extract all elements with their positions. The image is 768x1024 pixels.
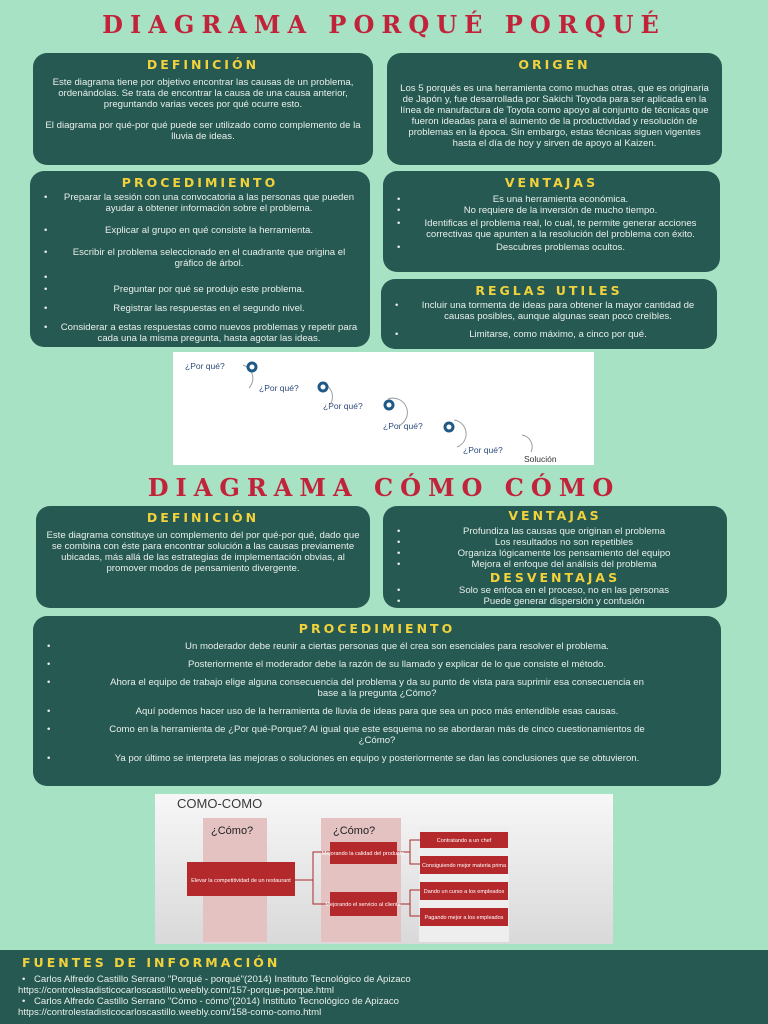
source-item: • Carlos Alfredo Castillo Serrano "Cómo - cómo"(2014) Instituto Tecnológico de Apizaco [12,996,756,1007]
list-item: • Escribir el problema seleccionado en el cuadrante que origina el gráfico de árbol. [40,247,360,269]
procedimiento-porque-card [30,171,370,347]
como-question-2: ¿Cómo? [333,825,376,837]
definicion-porque-text-2: El diagrama por qué-por qué puede ser utilizado como complemento de la lluvia de ideas. [45,120,361,142]
definicion-como-card [36,506,370,608]
ventajas-porque-heading: VENTAJAS [504,175,599,190]
list-item: • Identificas el problema real, lo cual, te permite generar acciones correctivas que apunten a la resolución del problema con éxito. [393,218,710,240]
ventajas-porque-card [383,171,720,272]
list-item: • Como en la herramienta de ¿Por qué-Porque? Al igual que este esquema no se abordaran más de cinco cuestionamientos de ¿Cómo? [43,724,711,746]
como-mid-label-1: Mejorando la calidad del producto [321,851,405,857]
porque-arc-5 [522,435,532,452]
ventajas-como-heading: VENTAJAS [508,508,602,523]
list-item: • Explicar al grupo en qué consiste la herramienta. [40,225,360,236]
list-item: • Incluir una tormenta de ideas para obtener la mayor cantidad de causas posibles, aunque algunas sean poco creíbles. [391,300,707,322]
list-item: • Registrar las respuestas en el segundo nivel. [40,303,360,314]
page-title-como: DIAGRAMA CÓMO CÓMO [147,473,621,502]
list-item: • Un moderador debe reunir a ciertas personas que él crea son esenciales para resolver el problema. [43,641,711,652]
procedimiento-como-card [33,616,721,786]
porque-question-2: ¿Por qué? [259,383,299,393]
como-leaf-label-1: Contratando a un chef [436,838,492,844]
solucion-label: Solución [524,454,557,464]
como-diagram-svg [155,794,613,944]
como-mid-label-2: Mejorando el servicio al cliente [325,902,401,908]
porque-node-1 [248,363,256,371]
como-connector-6 [410,904,420,916]
list-item: • Considerar a estas respuestas como nuevos problemas y repetir para cada una la misma pregunta, hasta agotar las ideas. [40,322,360,344]
origen-heading: ORIGEN [518,57,591,72]
fuentes-heading: FUENTES DE INFORMACIÓN [22,955,281,970]
como-leaf-label-3: Dando un curso a los empleados [423,889,505,895]
definicion-como-text: Este diagrama constituye un complemento del por qué-por qué, dado que se combina con éste para encontrar solución a las causas previamente ubicadas, más allá de las estrategias de implementación obvias, al promover modos de pensamiento divergente. [46,530,360,574]
porque-node-4 [445,423,453,431]
list-item: • No requiere de la inversión de mucho tiempo. [393,205,710,216]
list-item: • Ahora el equipo de trabajo elige alguna consecuencia del problema y da su punto de vista para suprimir esa consecuencia en base a la pregunta ¿Cómo? [43,677,711,699]
fuentes-list [12,974,756,985]
list-item [40,272,360,281]
desventajas-heading: DESVENTAJAS [489,570,621,585]
fuentes-list-2 [12,996,756,1007]
ventajas-porque-list [393,194,710,253]
list-item: • Los resultados no son repetibles [393,537,717,548]
porque-arc-4 [454,420,466,447]
como-leaf-label-2: Consiguiendo mejor materia prima [421,863,507,869]
procedimiento-porque-list [40,192,360,344]
reglas-utiles-list [391,300,707,340]
reglas-utiles-card [381,279,717,349]
porque-question-5: ¿Por qué? [463,445,503,455]
origen-card [387,53,722,165]
list-item: • Puede generar dispersión y confusión [393,596,717,607]
list-item: • Solo se enfoca en el proceso, no en las personas [393,585,717,596]
porque-diagram-figure [173,352,594,465]
procedimiento-porque-heading: PROCEDIMIENTO [121,175,279,190]
source-url[interactable]: https://controlestadisticocarloscastillo.weebly.com/158-como-como.html [18,1007,322,1018]
porque-node-2 [319,383,327,391]
desventajas-list [393,585,717,607]
como-diagram-figure [155,794,613,944]
como-figure-title: COMO-COMO [177,796,263,811]
ventajas-como-list [393,526,717,570]
porque-question-4: ¿Por qué? [383,421,423,431]
fuentes-footer [0,950,768,1024]
source-item: • Carlos Alfredo Castillo Serrano "Porqué - porqué"(2014) Instituto Tecnológico de Apizaco [12,974,756,985]
definicion-como-heading: DEFINICIÓN [146,510,260,525]
porque-diagram-svg [173,352,594,465]
como-question-1: ¿Cómo? [211,825,254,837]
list-item: • Descubres problemas ocultos. [393,242,710,253]
list-item: • Ya por último se interpreta las mejoras o soluciones en equipo y posteriormente se dan las conclusiones que se obtuvieron. [43,753,711,764]
procedimiento-como-heading: PROCEDIMIENTO [298,621,456,636]
como-root-label: Elevar la competitividad de un restaurant [191,878,291,884]
page-title-porque: DIAGRAMA PORQUÉ PORQUÉ [102,10,666,39]
list-item: • Aquí podemos hacer uso de la herramienta de lluvia de ideas para que sea un poco más entendible esas causas. [43,706,711,717]
list-item: • Preparar la sesión con una convocatoria a las personas que pueden ayudar a obtener información sobre el problema. [40,192,360,214]
porque-node-3 [385,401,393,409]
list-item: • Mejora el enfoque del análisis del problema [393,559,717,570]
definicion-porque-card [33,53,373,165]
ventajas-como-card [383,506,727,608]
procedimiento-como-list [43,641,711,764]
como-leaf-label-4: Pagando mejor a los empleados [424,915,504,921]
porque-question-1: ¿Por qué? [185,361,225,371]
list-item: • Limitarse, como máximo, a cinco por qué. [391,329,707,340]
list-item: • Posteriormente el moderador debe la razón de su llamado y explicar de lo que consiste el método. [43,659,711,670]
origen-text: Los 5 porqués es una herramienta como muchas otras, que es originaria de Japón y, fue desarrollada por Sakichi Toyoda para ser aplicada en la línea de manufactura de Toyota como apoyo al conjunto de técnicas que fueron ideadas para el aumento de la productividad y resolución de problemas en la época. Sin embargo, estas técnicas siguen vigentes hasta el día de hoy y sirven de apoyo al Kaizen. [400,83,709,149]
porque-question-3: ¿Por qué? [323,401,363,411]
list-item: • Preguntar por qué se produjo este problema. [40,284,360,295]
source-url[interactable]: https://controlestadisticocarloscastillo.weebly.com/157-porque-porque.html [18,985,335,996]
como-connector-4 [410,852,420,864]
list-item: • Es una herramienta económica. [393,194,710,205]
reglas-utiles-heading: REGLAS UTILES [475,283,623,298]
definicion-porque-text-1: Este diagrama tiene por objetivo encontrar las causas de un problema, ordenándolas. Se trata de encontrar la causa de una causa anterior, preguntando varias veces por qué ocurre esto. [52,77,354,110]
list-item: • Organiza lógicamente los pensamiento del equipo [393,548,717,559]
definicion-porque-heading: DEFINICIÓN [146,57,260,72]
list-item: • Profundiza las causas que originan el problema [393,526,717,537]
